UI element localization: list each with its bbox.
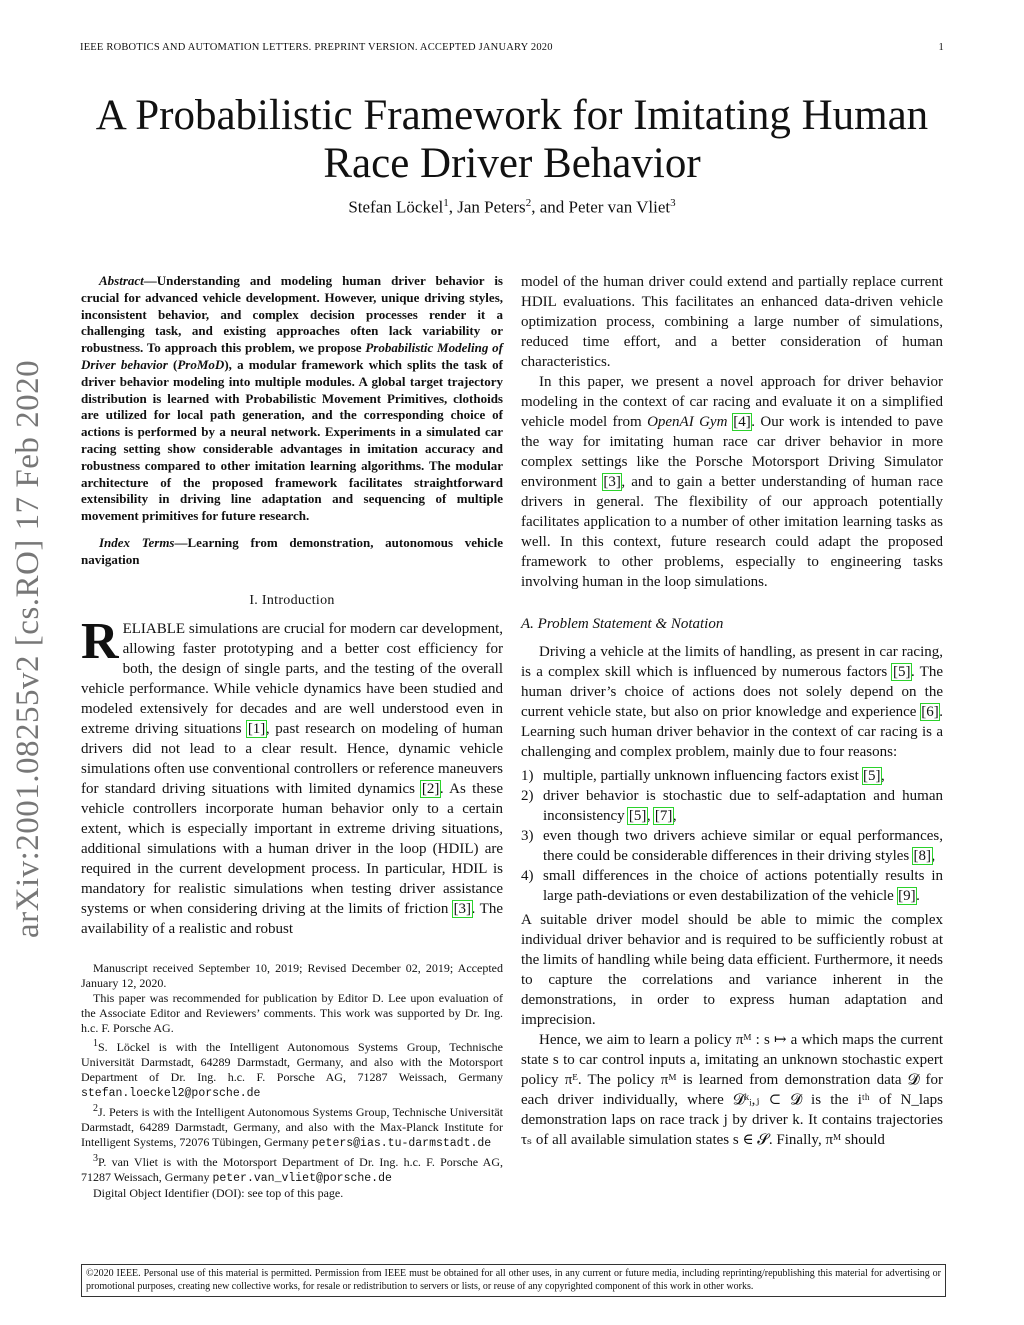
footnote-text: P. van Vliet is with the Motorsport Department of Dr. Ing. h.c. F. Porsche AG, 71287 Weissach, Germany [81, 1154, 503, 1184]
abstract-emphasis: Probabilistic Modeling of Driver behavior [81, 340, 503, 372]
citation-link[interactable]: [5] [892, 664, 911, 680]
footnote-marker: 1 [93, 1037, 98, 1049]
list-item [521, 866, 943, 906]
section-heading-introduction: I. Introduction [249, 592, 335, 608]
footnote-marker: 3 [93, 1152, 98, 1164]
citation-link[interactable]: [4] [733, 414, 751, 430]
arxiv-identifier[interactable]: arXiv:2001.08255v2 [cs.RO] 17 Feb 2020 [10, 359, 46, 938]
running-title: IEEE ROBOTICS AND AUTOMATION LETTERS. PREPRINT VERSION. ACCEPTED JANUARY 2020 [80, 42, 553, 53]
list-number: 3) [521, 828, 534, 844]
author-separator: , and [531, 197, 569, 217]
citation-link[interactable]: [7] [654, 808, 673, 824]
footnote-affiliation-1 [81, 1036, 503, 1101]
list-number: 4) [521, 868, 534, 884]
abstract-label: Abstract [99, 273, 144, 288]
paragraph-policy: Hence, we aim to learn a policy πᴹ : s ↦ a which maps the current state s to car control inputs a, imitating an unknown stochastic expert policy πᴱ. The policy πᴹ is learned from demonstration data 𝓓 for each driver individually, where 𝓓ᵏᵢ,ⱼ ⊂ 𝓓 is the iᵗʰ of N_laps demonstration laps on race track j by driver k. It contains trajectories τₛ of all available simulation states s ∈ 𝓢. Finally, πᴹ should [521, 1032, 943, 1148]
paragraph-emphasis: OpenAI Gym [647, 414, 728, 430]
introduction-body [81, 612, 503, 939]
abstract-text: ), a modular framework which splits the task of driver behavior modeling into multiple modules. A global target trajectory distribution is learned with Probabilistic Movement Primitives, clothoids are utilized for local path generation, and the corresponding choice of actions is performed by a neural network. Experiments in a simulated car racing setting show considerable advantages in imitation accuracy and robustness compared to other imitation learning algorithms. The modular architecture of the proposed framework facilitates straightforward extensibility in driving line adaptation and sequencing of multiple movement primitives for future research. [81, 356, 503, 524]
list-text: , [646, 808, 655, 824]
index-terms-text: Learning from demonstration, autonomous vehicle navigation [81, 534, 503, 567]
list-text: , [881, 768, 885, 784]
footnote-doi: Digital Object Identifier (DOI): see top of this page. [93, 1185, 344, 1200]
title-line-1: A Probabilistic Framework for Imitating Human [95, 92, 929, 139]
citation-link[interactable]: [2] [421, 780, 440, 797]
list-item [521, 786, 943, 826]
paragraph-text: . The availability of a realistic and robust [81, 900, 503, 937]
paragraph-text: ELIABLE simulations are crucial for modern car development, allowing faster prototyping and a better cost efficiency for both, the design of single parts, and the testing of the overall vehicle performance. While vehicle dynamics have been studied and modeled extensively for decades and are well understood even in extreme driving situations [81, 620, 503, 737]
index-terms-dash: — [174, 534, 188, 550]
author-name: Stefan Löckel [348, 197, 444, 217]
abstract [81, 273, 503, 525]
author-email[interactable]: peter.van_vliet@porsche.de [212, 1171, 392, 1185]
footnote-recommended: This paper was recommended for publication by Editor D. Lee upon evaluation of the Associate Editor and Reviewers’ comments. This work was supported by Dr. Ing. h.c. F. Porsche AG. [81, 990, 503, 1035]
paragraph-text: , and to gain a better understanding of human race drivers in general. The flexibility of our approach potentially facilitates application to a number of other imitation learning tasks as well. In this context, future research could adapt the proposed framework to other problems, especially to engineering tasks involving human in the loop simulations. [521, 474, 943, 590]
author-affiliation: 2 [525, 197, 532, 209]
paragraph [521, 372, 943, 592]
abstract-text: ( [167, 356, 178, 372]
paragraph: model of the human driver could extend and partially replace current HDIL evaluations. This facilitates an enhanced data-driven vehicle optimization process, combining a large number of simulations, reduced time effort, and a better consideration of human characteristics. [521, 274, 943, 370]
paragraph: A suitable driver model should be able to mimic the complex individual driver behavior and is required to be sufficiently robust at the limits of handling while being data efficient. Furthermore, it needs to capture the correlations and variance inherent in the demonstrations, in order to express human adaptation and imprecision. [521, 912, 943, 1028]
left-column [81, 273, 503, 1201]
author-separator: , [448, 197, 458, 217]
author-list [80, 197, 944, 218]
citation-link[interactable]: [9] [898, 888, 916, 904]
drop-cap: R [81, 612, 119, 670]
list-text: . [916, 888, 920, 904]
running-header [80, 42, 944, 53]
subsection-heading: A. Problem Statement & Notation [521, 616, 724, 632]
list-number: 1) [521, 768, 534, 784]
footnote-text: S. Löckel is with the Intelligent Autonomous Systems Group, Technische Universität Darmstadt, 64289 Darmstadt, Germany, and also with the Motorsport Department of Dr. Ing. h.c. F. Porsche AG, 71287 Weissach, Germany [81, 1039, 503, 1084]
index-terms [81, 535, 503, 569]
footnote-affiliation-3 [81, 1151, 503, 1186]
footnote-affiliation-2 [81, 1101, 503, 1151]
footnote-marker: 2 [93, 1102, 98, 1114]
paragraph-text: . Our work is intended to pave the way for imitating human race car driver behavior in more complex settings like the Porsche Motorsport Driving Simulator environment [521, 414, 944, 490]
author-affiliation: 1 [443, 197, 449, 209]
paragraph-text: Driving a vehicle at the limits of handling, as present in car racing, is a complex skill which is influenced by numerous factors [521, 644, 943, 680]
list-item [521, 766, 943, 786]
citation-link[interactable]: [5] [628, 808, 647, 824]
citation-link[interactable]: [1] [247, 720, 266, 737]
paragraph-text: In this paper, we present a novel approach for driver behavior modeling in the context of car racing and evaluate it on a simplified vehicle model from [521, 374, 943, 430]
footnote-text: J. Peters is with the Intelligent Autonomous Systems Group, Technische Universität Darmstadt, 64289 Darmstadt, Germany, and also with the Max-Planck Institute for Intelligent Systems, 72076 Tübingen, Germany [81, 1104, 503, 1149]
citation-link[interactable]: [6] [921, 704, 939, 720]
reasons-list [521, 766, 943, 906]
author-name: Jan Peters [457, 197, 526, 217]
list-text: driver behavior is stochastic due to self-adaptation and human inconsistency [543, 788, 943, 824]
citation-link[interactable]: [5] [863, 768, 881, 784]
list-text: multiple, partially unknown influencing factors exist [543, 768, 863, 784]
citation-link[interactable]: [3] [453, 900, 472, 917]
list-text: , [672, 808, 677, 824]
author-name: Peter van Vliet [568, 197, 671, 217]
paragraph [521, 642, 943, 762]
list-text: even though two drivers achieve similar or equal performances, there could be considerable differences in their driving styles [543, 828, 943, 864]
page-number: 1 [938, 42, 944, 53]
footnotes [81, 961, 503, 1201]
abstract-emphasis: ProMoD [177, 356, 225, 372]
author-affiliation: 3 [670, 197, 676, 209]
paragraph-text: . As these vehicle controllers incorporate human behavior only to a certain extent, which is especially important in extreme driving situations, additional simulations with a human driver in the loop (HDIL) are required in the current development process. In particular, HDIL is mandatory for realistic simulations when testing driver assistance systems or when considering driving at the limits of friction [81, 780, 503, 917]
paragraph-text: , past research on modeling of human drivers did not lead to a clear result. Hence, dynamic vehicle simulations often use conventional controllers or reference maneuvers for standard driving situations with limited dynamics [81, 720, 503, 797]
author-email[interactable]: peters@ias.tu-darmstadt.de [311, 1136, 492, 1150]
citation-link[interactable]: [8] [913, 848, 932, 864]
list-number: 2) [521, 788, 534, 804]
index-terms-label: Index Terms [99, 534, 175, 550]
paper-title [80, 92, 944, 188]
abstract-text: Understanding and modeling human driver behavior is crucial for advanced vehicle development. However, unique driving styles, inconsistent behavior, and complex decision processes render it a challenging task, and existing approaches often lack variability or robustness. To approach this problem, we propose [81, 273, 503, 356]
list-text: small differences in the choice of actions potentially results in large path-deviations or even destabilization of the vehicle [543, 868, 943, 904]
list-text: , [931, 848, 936, 864]
paragraph-text: . The human driver’s choice of actions does not solely depend on the current vehicle state, but also on prior knowledge and experience [521, 664, 943, 720]
paragraph-text: . Learning such human driver behavior in the context of car racing is a challenging and complex problem, mainly due to four reasons: [521, 704, 943, 760]
citation-link[interactable]: [3] [603, 474, 621, 490]
footnote-received: Manuscript received September 10, 2019; Revised December 02, 2019; Accepted January 12, 2020. [81, 960, 503, 990]
list-item [521, 826, 943, 866]
author-email[interactable]: stefan.loeckel2@porsche.de [81, 1086, 261, 1100]
right-column [521, 272, 943, 1150]
paragraph [81, 612, 503, 939]
title-line-2: Race Driver Behavior [323, 140, 701, 187]
copyright-notice: ©2020 IEEE. Personal use of this material is permitted. Permission from IEEE must be obtained for all other uses, in any current or future media, including reprinting/republishing this material for advertising or promotional purposes, creating new collective works, for resale or redistribution to servers or lists, or reuse of any copyrighted component of this work in other works. [81, 1264, 946, 1297]
abstract-dash: — [143, 273, 157, 288]
